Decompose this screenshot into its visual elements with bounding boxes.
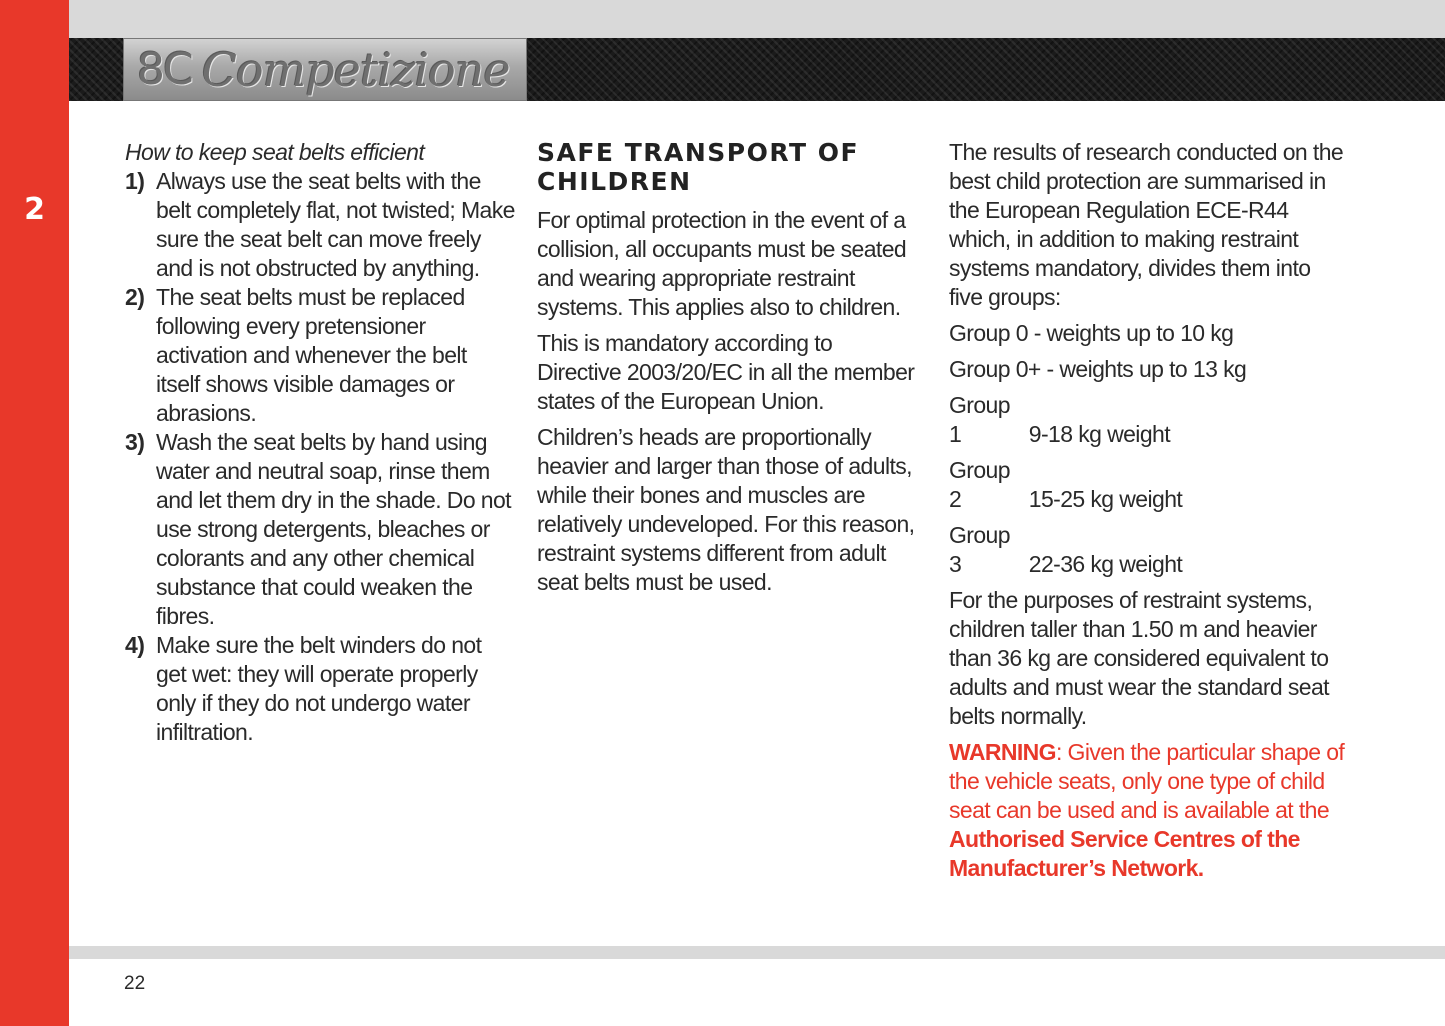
column-ece-r44 (949, 138, 1349, 890)
warning-strong-text: Authorised Service Centres of the Manufacturer’s Network. (949, 826, 1300, 881)
chapter-tab (0, 0, 69, 1026)
paragraph: Children’s heads are proportionally heavier and larger than those of adults, while their bones and muscles are relatively undeveloped. For this reason, restraint systems different from adult seat belts must be used. (537, 424, 915, 595)
list-item-text: The seat belts must be replaced following every pretensioner activation and whenever the belt itself shows visible damages or abrasions. (156, 284, 467, 426)
list-item-text: Make sure the belt winders do not get wet: they will operate properly only if they do not undergo water infiltration. (156, 632, 482, 745)
paragraph-intro: The results of research conducted on the best child protection are summarised in the European Regulation ECE-R44 which, in addition to making restraint systems mandatory, divides them into five groups: (949, 139, 1344, 310)
group-value: 9-18 kg weight (1028, 421, 1170, 447)
list-item-number: 2) (125, 284, 145, 310)
list-item (125, 428, 515, 631)
warning-note (949, 738, 1349, 883)
group-row (949, 391, 1349, 449)
list-item (125, 631, 515, 747)
group-row (949, 319, 1349, 348)
logo-number: 8C (137, 44, 192, 95)
group-value: 15-25 kg weight (1028, 486, 1183, 512)
warning-label: WARNING (949, 739, 1056, 765)
list-item-text: Wash the seat belts by hand using water and neutral soap, rinse them and let them dry in the shade. Do not use strong detergents, bleaches or colorants and any other chemical substance that could weaken the fibres. (156, 429, 511, 629)
paragraph: For optimal protection in the event of a collision, all occupants must be seated and wearing appropriate restraint systems. This applies also to children. (537, 207, 907, 320)
list-item (125, 167, 515, 283)
group-label: Group 1 (949, 392, 1010, 447)
list-item (125, 283, 515, 428)
top-bar (69, 0, 1445, 38)
group-value: 22-36 kg weight (1028, 551, 1183, 577)
subheading: How to keep seat belts efficient (125, 139, 425, 165)
seat-belt-list (125, 167, 515, 747)
list-item-number: 4) (125, 632, 145, 658)
group-label: Group 0 - weights up to 10 kg (949, 320, 1234, 346)
list-item-text: Always use the seat belts with the belt completely flat, not twisted; Make sure the seat belt can move freely and is not obstructed by anything. (156, 168, 515, 281)
column-child-transport (537, 138, 917, 604)
paragraph-purposes: For the purposes of restraint systems, children taller than 1.50 m and heavier than 36 kg are considered equivalent to adults and must wear the standard seat belts normally. (949, 587, 1329, 729)
page-number: 22 (124, 973, 146, 994)
model-logo (123, 38, 527, 101)
column-seat-belts (125, 138, 515, 747)
group-row (949, 355, 1349, 384)
group-label: Group 2 (949, 457, 1010, 512)
list-item-number: 1) (125, 168, 145, 194)
logo-script: Competizione (201, 42, 510, 97)
list-item-number: 3) (125, 429, 145, 455)
group-row (949, 456, 1349, 514)
group-label: Group 0+ - weights up to 13 kg (949, 356, 1247, 382)
paragraph: This is mandatory according to Directive 2003/20/EC in all the member states of the European Union. (537, 330, 915, 414)
section-title: SAFE TRANSPORT OF CHILDREN (537, 138, 860, 196)
group-label: Group 3 (949, 522, 1010, 577)
chapter-number: 2 (24, 192, 45, 227)
footer-bar (69, 946, 1445, 959)
group-row (949, 521, 1349, 579)
warning-text: : Given the particular shape of the vehicle seats, only one type of child seat can be used and is available at the (949, 739, 1345, 823)
